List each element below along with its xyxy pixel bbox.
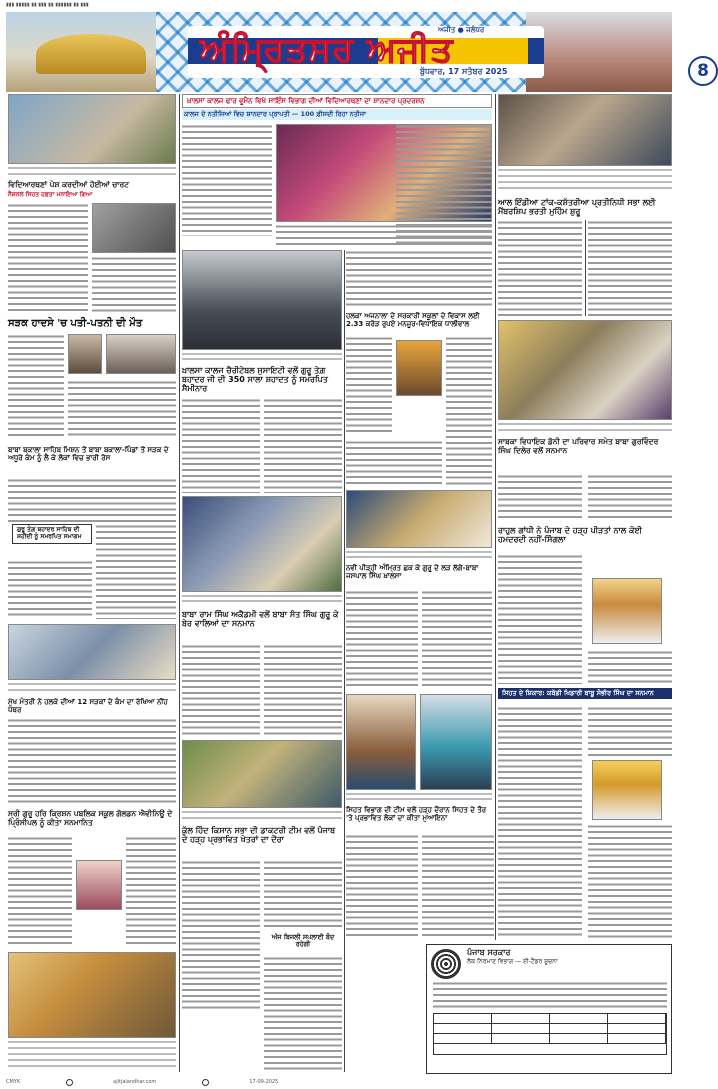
school-body-2 — [126, 836, 176, 946]
honour-photo — [498, 94, 672, 166]
mla-body — [498, 474, 582, 520]
health-body — [346, 834, 418, 940]
bottom-right-body-3 — [588, 824, 672, 938]
family-photo — [498, 320, 672, 420]
college-sub-headline: ਕਾਲਜ ਦੇ ਨਤੀਜਿਆਂ ਵਿਚ ਸ਼ਾਨਦਾਰ ਪ੍ਰਾਪਤੀ — 100 ਫ਼ੀਸਦੀ ਰਿਹਾ ਨਤੀਜਾ — [182, 109, 492, 120]
small-box-headline: ਗੁਰੂ ਤੇਗ਼ ਬਹਾਦਰ ਸਾਹਿਬ ਦੀ ਸ਼ਹੀਦੀ ਨੂੰ ਸਮਰਪਿਤ ਸਮਾਗਮ — [12, 524, 92, 544]
victim-photo-1 — [68, 334, 102, 374]
khalsa-headline: ਖ਼ਾਲਸਾ ਕਾਲਜ ਚੈਰੀਟੇਬਲ ਸੁਸਾਇਟੀ ਵਲੋਂ ਗੁਰੂ ਤੇਗ਼ ਬਹਾਦਰ ਜੀ ਦੀ 350 ਸਾਲਾ ਸ਼ਹਾਦਤ ਨੂੰ ਸਮਰਪਿਤ ਸੈਮੀਨਾਰ — [182, 366, 328, 394]
farmers-photo — [182, 740, 342, 808]
mla-headline: ਸਾਬਕਾ ਵਿਧਾਇਕ ਡੋਨੀ ਦਾ ਪਰਿਵਾਰ ਸਮੇਤ ਬਾਬਾ ਗੁਰਵਿੰਦਰ ਸਿੰਘ ਦਿਲੇਰ ਵਲੋਂ ਸਨਮਾਨ — [498, 437, 659, 455]
accident-body-2 — [68, 380, 176, 439]
bottom-right-body — [498, 706, 582, 938]
langar-photo — [346, 490, 492, 548]
singla-photo — [592, 578, 662, 644]
masthead-kicker: ਅਜੀਤ ● ਜਲੰਧਰ — [438, 26, 485, 34]
sikh-body — [182, 644, 260, 736]
ad-subtitle: ਲੋਕ ਨਿਰਮਾਣ ਵਿਭਾਗ — ਈ-ਟੈਂਡਰ ਸੂਚਨਾ — [467, 958, 558, 965]
registration-mark-icon — [66, 1079, 73, 1086]
mla-body-2 — [588, 474, 672, 520]
gathering-photo — [8, 952, 176, 1038]
player-photo — [592, 760, 662, 820]
college-body-3 — [346, 250, 492, 308]
girls-subheadline: ਨੈਸ਼ਨਲ ਸਿਹਤ ਹਫ਼ਤਾ ਮਨਾਇਆ ਗਿਆ — [8, 191, 93, 198]
footer-mid: ajitjalandhar.com — [113, 1079, 157, 1085]
langar-caption — [346, 550, 492, 560]
khalsa-body — [182, 398, 260, 493]
minister-caption — [8, 682, 176, 694]
halqa-headline: ਹਲਕਾ ਅਜਨਾਲਾ ਦੇ ਸਰਕਾਰੀ ਸਕੂਲਾਂ ਦੇ ਵਿਕਾਸ ਲਈ 2.33 ਕਰੋੜ ਰੁਪਏ ਮਨਜ਼ੂਰ-ਵਿਧਾਇਕ ਧਾਲੀਵਾਲ — [346, 312, 480, 329]
gandhi-headline: ਰਾਹੁਲ ਗਾਂਧੀ ਨੇ ਪੰਜਾਬ ਦੇ ਹੜ੍ਹ ਪੀੜਤਾਂ ਨਾਲ ਕੋਈ ਹਮਦਰਦੀ ਨਹੀਂ-ਸਿੰਗਲਾ — [498, 526, 642, 545]
minister-headline: ਮੁੱਖ ਮੰਤਰੀ ਨੇ ਹਲਕੇ ਦੀਆਂ 12 ਸੜਕਾਂ ਦੇ ਕੰਮ ਦਾ ਰੱਖਿਆ ਨੀਂਹ ਪੱਥਰ — [8, 698, 168, 715]
print-slug: ▮▮▮ ▮▮▮▮▮ ▮▮ ▮▮▮ ▮▮ ▮▮▮▮▮▮ ▮▮ ▮▮▮ — [6, 2, 89, 8]
auditorium-photo — [182, 250, 342, 350]
ad-title: ਪੰਜਾਬ ਸਰਕਾਰ — [467, 948, 511, 957]
accident-headline: ਸੜਕ ਹਾਦਸੇ 'ਚ ਪਤੀ-ਪਤਨੀ ਦੀ ਮੌਤ — [8, 318, 143, 329]
girls-body — [8, 203, 88, 313]
langar-body-2 — [422, 590, 492, 690]
column-rule-2 — [344, 250, 345, 1072]
registration-mark-icon — [202, 1079, 209, 1086]
farmers-body-2 — [264, 860, 342, 930]
farmers-body — [182, 860, 260, 1010]
masthead-date: ਬੁੱਧਵਾਰ, 17 ਸਤੰਬਰ 2025 — [420, 67, 508, 76]
girls-body-2 — [92, 256, 176, 313]
power-headline: ਅੱਜ ਬਿਜਲੀ ਸਪਲਾਈ ਬੰਦ ਰਹੇਗੀ — [271, 933, 335, 949]
halqa-body — [346, 336, 392, 436]
sikh-academy-headline: ਬਾਬਾ ਰਾਮ ਸਿੰਘ ਅਕੈਡਮੀ ਵਲੋਂ ਬਾਬਾ ਸੰਤ ਸਿੰਘ ਗੁਰੂ ਕੇ ਬੇਰ ਵਾਲਿਆਂ ਦਾ ਸਨਮਾਨ — [182, 610, 339, 629]
power-body — [264, 956, 342, 1070]
ad-table — [433, 1013, 667, 1055]
halqa-body-3 — [346, 440, 442, 486]
bottom-right-body-2 — [588, 706, 672, 756]
seminar-photo — [182, 496, 342, 592]
government-emblem-icon — [431, 949, 461, 979]
health-team-photo — [346, 694, 416, 790]
masthead-title-box — [188, 26, 709, 81]
gandhi-body — [498, 554, 582, 684]
right-top-body — [396, 124, 492, 244]
students-photo — [8, 94, 176, 164]
seminar-caption — [182, 594, 342, 604]
health-headline: ਸਿਹਤ ਵਿਭਾਗ ਦੀ ਟੀਮ ਵਲੋਂ ਹੜ੍ਹ ਦੌਰਾਨ ਸਿਹਤ ਦੇ ਤੌਰ 'ਤੇ ਪ੍ਰਭਾਵਿਤ ਲੋਕਾਂ ਦਾ ਕੀਤਾ ਮੁਆਇਨਾ — [346, 806, 487, 823]
sports-headline: ਆਲ ਇੰਡੀਆ ਟਾਂਕ-ਕਸ਼ੱਤਰੀਆ ਪ੍ਰਤੀਨਿਧੀ ਸਭਾ ਲਈ ਮੈਂਬਰਸ਼ਿਪ ਭਰਤੀ ਮੁਹਿੰਮ ਸ਼ੁਰੂ — [498, 198, 656, 217]
girls-headline: ਵਿਦਿਆਰਥਣਾਂ ਪੇਸ਼ ਕਰਦੀਆਂ ਹੋਈਆਂ ਚਾਰਟ — [8, 180, 129, 189]
khalsa-body-2 — [264, 398, 342, 493]
auditorium-caption — [182, 352, 342, 362]
health-checkup-photo — [420, 694, 492, 790]
farmers-caption — [182, 810, 342, 822]
accident-body — [8, 334, 64, 439]
honour-caption — [498, 168, 672, 192]
minister-body — [8, 718, 176, 806]
gandhi-body-2 — [588, 650, 672, 684]
mla-dhaliwal-photo — [396, 340, 442, 396]
small-box-body — [96, 524, 176, 619]
sports-body — [498, 220, 582, 316]
college-body — [182, 124, 272, 236]
masthead — [6, 12, 709, 92]
masthead-title: ਅੰਮ੍ਰਿਤਸਰ ਅਜੀਤ — [200, 30, 454, 70]
principal-photo — [76, 860, 122, 910]
health-caption — [346, 792, 492, 802]
health-body-2 — [422, 834, 494, 940]
left-body-3 — [8, 560, 92, 619]
page-number: 8 — [688, 56, 718, 86]
ad-body — [433, 981, 667, 1009]
column-rule-4 — [585, 220, 586, 316]
baba-bakala-headline: ਬਾਬਾ ਬਕਾਲਾ ਸਾਹਿਬ ਮਿਸ਼ਨ ਤੋਂ ਬਾਬਾ ਬਕਾਲਾ-ਪਿੰਡਾਂ ਤੋਂ ਸੜਕ ਦੇ ਅਧੂਰੇ ਕੰਮ ਨੂੰ ਲੈ ਕੇ ਲੋਕਾਂ ਵਿਚ ਭਾਰੀ ਰੋਸ — [8, 446, 169, 463]
print-footer — [0, 1076, 677, 1088]
bottom-right-headline: ਸਿਹਤ ਦੇ ਸ਼ਿਕਾਰ: ਕਬੱਡੀ ਖਿਡਾਰੀ ਬਾਬੂ ਸੰਭੀਰ ਸਿੰਘ ਦਾ ਸਨਮਾਨ — [498, 688, 672, 699]
students-caption — [8, 166, 176, 178]
victim-photo-2 — [106, 334, 176, 374]
minister-photo — [8, 624, 176, 680]
monument-photo — [526, 12, 672, 92]
column-rule-3 — [495, 94, 496, 940]
baba-bakala-body — [8, 478, 176, 522]
government-tender-ad — [426, 944, 672, 1074]
halqa-body-2 — [446, 336, 492, 486]
column-rule-1 — [179, 94, 180, 1072]
sports-body-2 — [588, 220, 672, 316]
school-headline: ਸ੍ਰੀ ਗੁਰੂ ਹਰਿ ਕ੍ਰਿਸ਼ਨ ਪਬਲਿਕ ਸਕੂਲ ਗੋਲਡਨ ਐਵੀਨਿਊ ਦੇ ਪ੍ਰਿੰਸੀਪਲ ਨੂੰ ਕੀਤਾ ਸਨਮਾਨਿਤ — [8, 809, 173, 827]
farmers-headline: ਕੁੱਲ ਹਿੰਦ ਕਿਸਾਨ ਸਭਾ ਦੀ ਡਾਕਟਰੀ ਟੀਮ ਵਲੋਂ ਪੰਜਾਬ ਦੇ ਹੜ੍ਹ ਪ੍ਰਭਾਵਿਤ ਖੇਤਰਾਂ ਦਾ ਦੌਰਾ — [182, 826, 336, 845]
school-body — [8, 836, 72, 946]
sikh-body-2 — [264, 644, 342, 736]
footer-left: CMYK — [6, 1079, 21, 1085]
college-top-headline: ਖ਼ਾਲਸਾ ਕਾਲਜ ਫਾਰ ਵੂਮੈਨ ਵਿਖੇ ਸਾਇੰਸ ਵਿਭਾਗ ਦੀਆਂ ਵਿਦਿਆਰਥਣਾਂ ਦਾ ਸ਼ਾਨਦਾਰ ਪ੍ਰਦਰਸ਼ਨ — [182, 94, 492, 108]
gathering-caption — [8, 1040, 176, 1070]
footer-right: 17-09-2025 — [249, 1079, 279, 1085]
family-caption — [498, 422, 672, 434]
langar-body — [346, 590, 418, 690]
event-photo-small — [92, 203, 176, 253]
langar-headline: ਨਵੀਂ ਪੀੜ੍ਹੀ ਅੰਮ੍ਰਿਤ ਛਕ ਕੇ ਗੁਰੂ ਦੇ ਲੜ ਲੱਗੇ-ਬਾਬਾ ਜਸਪਾਲ ਸਿੰਘ ਖ਼ਾਲਸਾ — [346, 564, 479, 581]
